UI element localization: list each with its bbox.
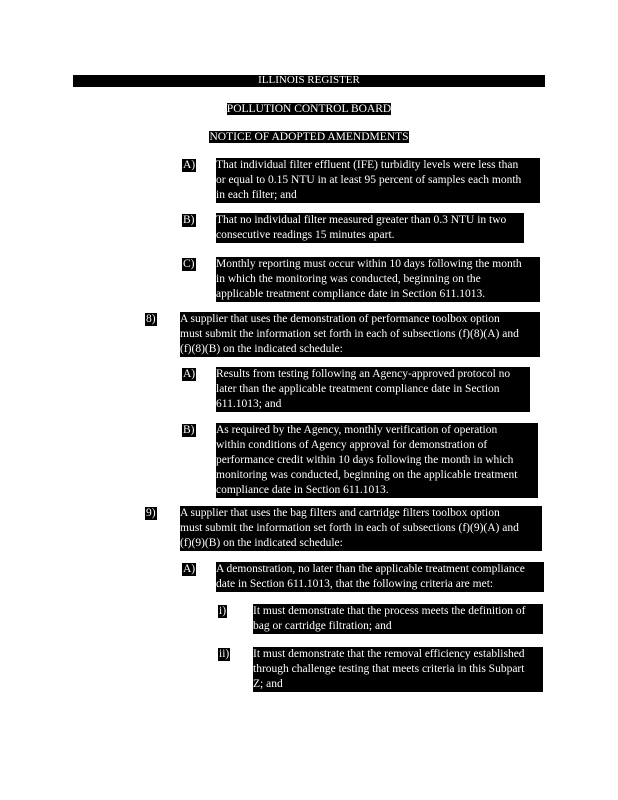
item-line: or equal to 0.15 NTU in at least 95 percent of samples each month	[216, 174, 522, 186]
item-label: 9)	[146, 507, 156, 519]
item-line: performance credit within 10 days following the month in which	[216, 454, 514, 466]
item-line: in each filter; and	[216, 189, 297, 201]
item-line: As required by the Agency, monthly verification of operation	[216, 424, 498, 436]
item-line: A supplier that uses the bag filters and cartridge filters toolbox option	[180, 507, 500, 519]
item-text	[253, 647, 543, 692]
board-heading: POLLUTION CONTROL BOARD	[226, 103, 392, 115]
notice-heading: NOTICE OF ADOPTED AMENDMENTS	[209, 131, 409, 143]
item-text	[180, 506, 542, 551]
item-label: 8)	[146, 313, 156, 325]
item-text	[216, 257, 540, 302]
item-line: Results from testing following an Agency-approved protocol no	[216, 368, 511, 380]
item-line: through challenge testing that meets criteria in this Subpart	[253, 663, 525, 675]
item-line: Monthly reporting must occur within 10 days following the month	[216, 258, 522, 270]
item-label: i)	[219, 605, 227, 617]
item-text	[216, 158, 540, 203]
board-heading-wrap	[0, 102, 618, 117]
item-label: A)	[183, 563, 196, 575]
item-label: A)	[183, 159, 196, 171]
item-label: A)	[183, 368, 196, 380]
item-text	[180, 312, 540, 357]
item-line: in which the monitoring was conducted, beginning on the	[216, 273, 481, 285]
item-line: later than the applicable treatment compliance date in Section	[216, 383, 500, 395]
register-title: ILLINOIS REGISTER	[73, 75, 545, 86]
item-line: monitoring was conducted, beginning on the applicable treatment	[216, 469, 518, 481]
item-line: (f)(9)(B) on the indicated schedule:	[180, 537, 343, 549]
item-line: A demonstration, no later than the applicable treatment compliance	[216, 563, 525, 575]
item-line: Z; and	[253, 678, 283, 690]
item-label: C)	[183, 258, 195, 270]
item-label: B)	[183, 214, 195, 226]
item-line: 611.1013; and	[216, 398, 282, 410]
item-line: applicable treatment compliance date in Section 611.1013.	[216, 288, 486, 300]
item-line: must submit the information set forth in each of subsections (f)(8)(A) and	[180, 328, 519, 340]
item-text	[216, 213, 524, 243]
item-line: (f)(8)(B) on the indicated schedule:	[180, 343, 343, 355]
item-text	[216, 562, 544, 592]
item-line: It must demonstrate that the removal efficiency established	[253, 648, 525, 660]
item-label: B)	[183, 424, 195, 436]
item-text	[216, 367, 530, 412]
item-line: date in Section 611.1013, that the following criteria are met:	[216, 578, 494, 590]
item-line: That no individual filter measured greater than 0.3 NTU in two	[216, 214, 507, 226]
item-line: compliance date in Section 611.1013.	[216, 484, 389, 496]
notice-heading-wrap	[0, 130, 618, 145]
item-label: ii)	[219, 648, 230, 660]
item-line: bag or cartridge filtration; and	[253, 620, 392, 632]
item-line: A supplier that uses the demonstration of performance toolbox option	[180, 313, 500, 325]
item-line: That individual filter effluent (IFE) turbidity levels were less than	[216, 159, 519, 171]
item-line: within conditions of Agency approval for demonstration of	[216, 439, 488, 451]
item-text	[253, 604, 543, 634]
item-text	[216, 423, 538, 498]
item-line: consecutive readings 15 minutes apart.	[216, 229, 395, 241]
item-line: It must demonstrate that the process meets the definition of	[253, 605, 526, 617]
header-rule	[73, 86, 545, 87]
item-line: must submit the information set forth in each of subsections (f)(9)(A) and	[180, 522, 519, 534]
